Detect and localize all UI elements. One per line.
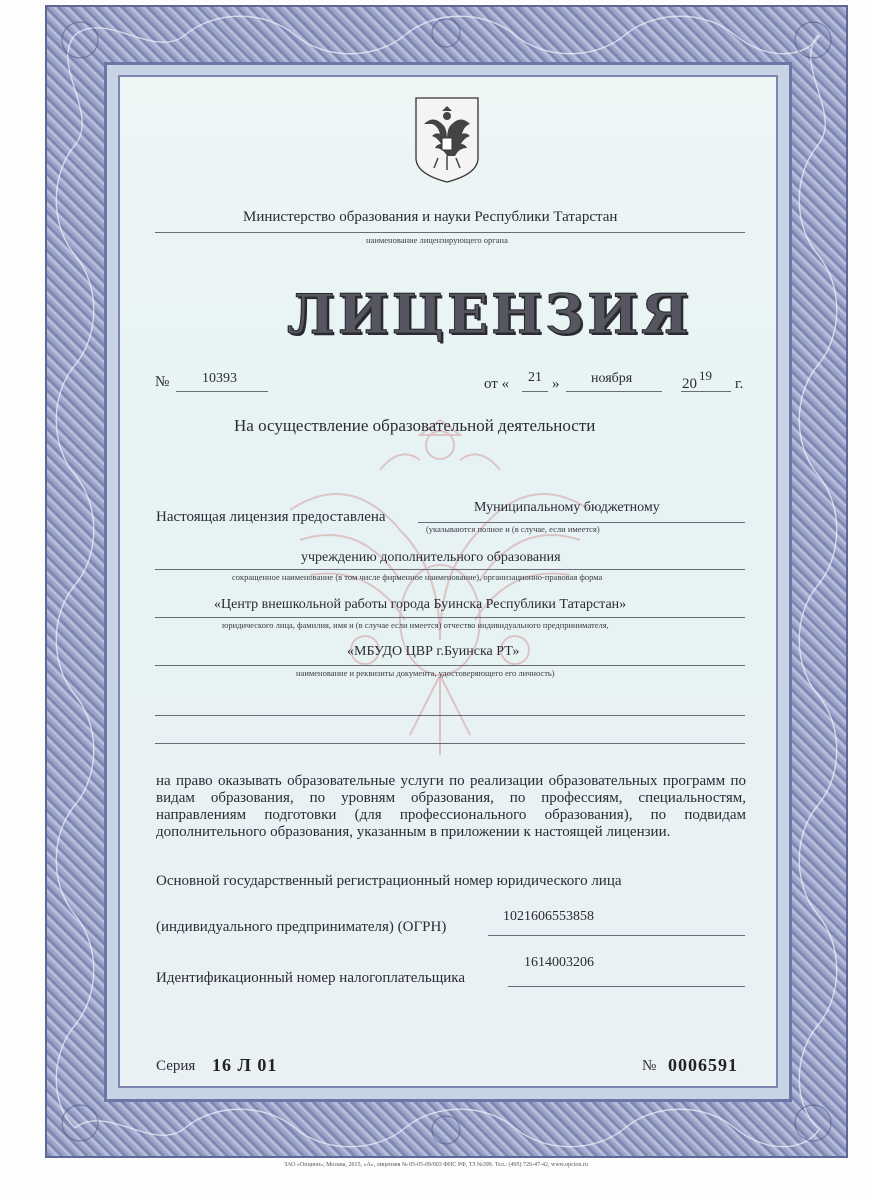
ogrn-underline	[488, 935, 745, 936]
grantee-underline-4	[155, 665, 745, 666]
month-underline	[566, 391, 662, 392]
grantee-underline-3	[155, 617, 745, 618]
form-number-sign: №	[642, 1058, 657, 1074]
license-month: ноября	[591, 371, 633, 386]
grantee-caption-4: наименование и реквизиты документа, удостоверяющего его личность)	[296, 668, 555, 678]
day-underline	[522, 391, 548, 392]
inn-value: 1614003206	[524, 955, 594, 970]
ogrn-label-line-2: (индивидуального предпринимателя) (ОГРН)	[156, 919, 447, 935]
grantee-caption-3: юридического лица, фамилия, имя и (в случае если имеется) отчество индивидуального предпринимателя,	[222, 620, 609, 630]
grantee-caption-2: сокращенное наименование (в том числе фирменное наименование), организационно-правовая форма	[232, 572, 603, 582]
double-headed-eagle-watermark	[270, 400, 610, 780]
inn-label: Идентификационный номер налогоплательщика	[156, 970, 466, 986]
license-rights-text: на право оказывать образовательные услуги по реализации образовательных программ по видам образования, по уровням образования, по профессиям, специальностям, направлениям подготовки (для профессионального образования), по подвидам дополнительного образования, указанным в приложении к настоящей лицензии.	[156, 773, 746, 840]
license-number: 10393	[202, 371, 237, 386]
year-label: г.	[735, 376, 744, 392]
ogrn-value: 1021606553858	[503, 909, 594, 924]
coat-of-arms-emblem	[414, 96, 480, 184]
grantee-line-4: «МБУДО ЦВР г.Буинска РТ»	[347, 644, 520, 659]
series-value: 16 Л 01	[212, 1055, 278, 1075]
ogrn-label-line-1: Основной государственный регистрационный номер юридического лица	[156, 873, 622, 889]
licensing-authority-name: Министерство образования и науки Республики Татарстан	[243, 209, 618, 225]
grantee-caption-1: (указываются полное и (в случае, если имеется)	[426, 524, 600, 534]
number-sign: №	[155, 374, 170, 390]
authority-caption: наименование лицензирующего органа	[366, 235, 508, 245]
license-purpose: На осуществление образовательной деятельности	[234, 416, 596, 435]
grantee-line-2: учреждению дополнительного образования	[301, 550, 561, 565]
year-suffix: 19	[699, 368, 712, 383]
form-number: 0006591	[668, 1055, 738, 1075]
year-underline	[681, 391, 731, 392]
inn-underline	[508, 986, 745, 987]
grantee-line-3: «Центр внешкольной работы города Буинска Республики Татарстан»	[214, 597, 627, 612]
granted-label: Настоящая лицензия предоставлена	[156, 509, 386, 525]
blank-underline-2	[155, 743, 745, 744]
grantee-line-1: Муниципальному бюджетному	[474, 500, 660, 515]
date-from-label: от «	[484, 376, 510, 392]
authority-underline	[155, 232, 745, 233]
date-close-quote: »	[552, 376, 560, 392]
document-title: ЛИЦЕНЗИЯ	[287, 282, 692, 346]
grantee-underline-1	[418, 522, 745, 523]
number-underline	[176, 391, 268, 392]
grantee-underline-2	[155, 569, 745, 570]
printer-imprint: ЗАО «Опцион», Москва, 2015, «А», лицензия № 05-05-09/003 ФНС РФ, ТЗ №399. Тел.: (495) 726-47-42, www.opcion.ru	[284, 1162, 588, 1168]
license-day: 21	[528, 370, 542, 385]
blank-underline-1	[155, 715, 745, 716]
series-label: Серия	[156, 1058, 196, 1074]
year-prefix: 20	[682, 376, 697, 392]
